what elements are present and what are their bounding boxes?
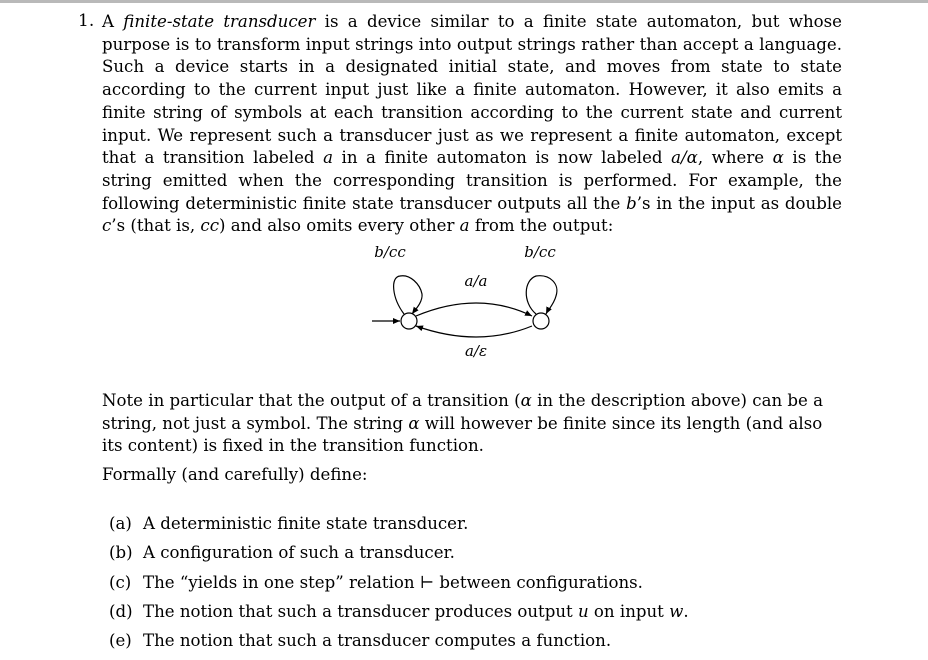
- italic-run: w: [669, 601, 684, 621]
- loop-right-label: b/cc: [524, 243, 556, 261]
- self-loop-right: [526, 276, 557, 314]
- item-text: The notion that such a transducer computes a function.: [143, 631, 612, 651]
- state-initial: [401, 313, 417, 329]
- item-text: A configuration of such a transducer.: [143, 543, 455, 563]
- italic-run: c: [102, 216, 112, 236]
- self-loop-left: [394, 276, 422, 314]
- item-label: (a): [109, 514, 132, 533]
- italic-run: α: [772, 148, 784, 168]
- item-label: (e): [109, 631, 132, 651]
- list-item: [109, 509, 689, 538]
- italic-run: α: [408, 413, 420, 433]
- top-border: [0, 0, 928, 3]
- note-paragraph: Note in particular that the output of a transition (α in the description above) can be a string, not just a symbol. The string α will however be finite since its length (and also its content) is fixed in the transition function.: [102, 391, 824, 456]
- italic-run: cc: [200, 216, 219, 236]
- list-item: [109, 597, 689, 626]
- italic-run: u: [577, 601, 589, 621]
- italic-run: a: [459, 216, 470, 236]
- item-label: (c): [109, 572, 132, 592]
- arc-bottom: [416, 326, 532, 337]
- top-arc-label: a/a: [464, 272, 488, 290]
- item-text: The “yields in one step” relation ⊢ between configurations.: [143, 572, 643, 592]
- item-label: (d): [109, 601, 133, 621]
- list-item: [109, 626, 689, 655]
- loop-left-label: b/cc: [374, 243, 406, 261]
- definition-list: [109, 509, 689, 655]
- state-second: [533, 313, 549, 329]
- italic-run: finite-state transducer: [123, 12, 316, 31]
- arc-top: [416, 303, 532, 316]
- transducer-diagram: [360, 232, 580, 372]
- item-label: (b): [109, 543, 133, 563]
- problem-intro: A finite-state transducer is a device similar to a finite state automaton, but whose purpose is to transform input strings into output strings rather than accept a language. Such a device starts in a designated initial state, and moves from state to state according to the current input just like a finite automaton. However, it also emits a finite string of symbols at each transition according to the current state and current input. We represent such a transducer just as we represent a finite automaton, except that a transition labeled a in a finite automaton is now labeled a/α, where α is the string emitted when the corresponding transition is performed. For example, the following deterministic finite state transducer outputs all the b’s in the input as double c’s (that is, cc) and also omits every other a from the output:: [102, 12, 842, 236]
- italic-run: b: [626, 193, 637, 213]
- italic-run: α: [520, 391, 532, 410]
- item-text: The notion that such a transducer produces output u on input w.: [143, 601, 689, 621]
- list-item: [109, 568, 689, 597]
- italic-run: a/α: [671, 148, 698, 168]
- formally-define: Formally (and carefully) define:: [102, 465, 368, 484]
- list-item: [109, 538, 689, 567]
- bottom-arc-label: a/ε: [464, 342, 488, 360]
- problem-number: 1.: [78, 11, 95, 31]
- italic-run: a: [323, 148, 333, 168]
- item-text: A deterministic finite state transducer.: [143, 514, 469, 533]
